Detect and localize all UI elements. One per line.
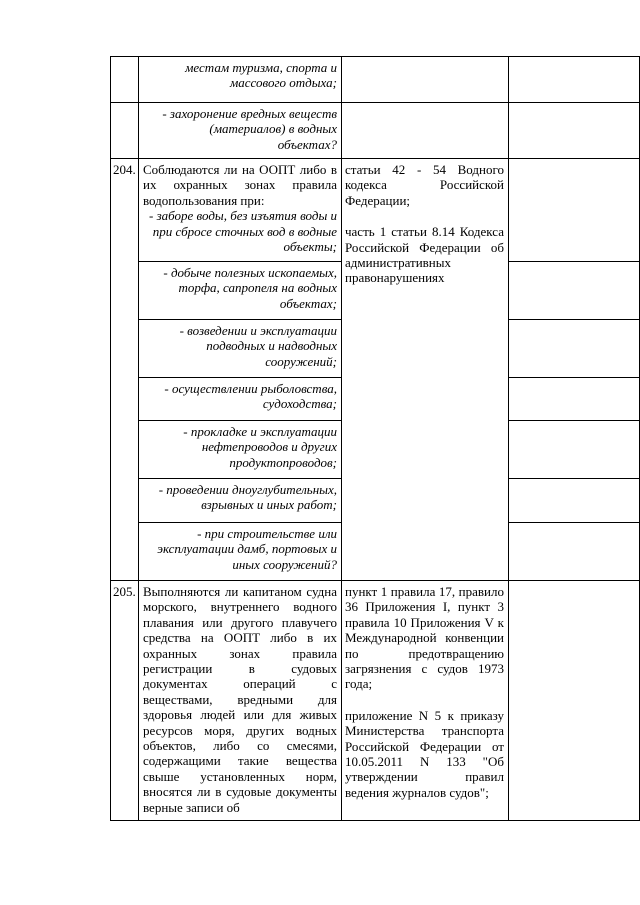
- sub-item-tourism: местам туризма, спорта и массового отдыха;: [139, 57, 342, 103]
- reference-cell: [342, 103, 509, 159]
- sub-item-mining: - добыче полезных ископаемых, торфа, сапропеля на водных объектах;: [139, 262, 342, 320]
- number-cell: [111, 57, 139, 103]
- table-row: [111, 159, 640, 262]
- sub-item-construction: - возведении и эксплуатации подводных и надводных сооружений;: [139, 320, 342, 378]
- answer-cell: [509, 57, 640, 103]
- answer-cell: [509, 581, 640, 821]
- answer-cell: [509, 103, 640, 159]
- row-number: 204.: [111, 159, 139, 581]
- answer-cell: [509, 523, 640, 581]
- answer-cell: [509, 320, 640, 378]
- checklist-table: [110, 56, 640, 821]
- reference-transport-order: приложение N 5 к приказу Министерства транспорта Российской Федерации от 10.05.2011 N 133 "Об утверждении правил ведения журналов судов";: [345, 707, 504, 800]
- sub-item-burial: - захоронение вредных веществ (материалов) в водных объектах?: [139, 103, 342, 159]
- reference-cell: [342, 57, 509, 103]
- question-cell: [139, 159, 342, 262]
- row-number: 205.: [111, 581, 139, 821]
- answer-cell: [509, 262, 640, 320]
- reference-cell: [342, 581, 509, 821]
- sub-item-water-intake: - заборе воды, без изъятия воды и при сбросе сточных вод в водные объекты;: [149, 208, 337, 255]
- question-text: Выполняются ли капитаном судна морского, внутреннего водного плавания или другого плавучего средства на ООПТ либо в их охранных зонах правила регистрации в судовых документах операций с веществами, вредными для здоровья людей или для живых ресурсов моря, других водных объектов, либо со смесями, содержащими такие вещества свыше установленных норм, вносятся ли в судовые документы верные записи об: [139, 581, 342, 821]
- reference-marpol: пункт 1 правила 17, правило 36 Приложения I, пункт 3 правила 10 Приложения V к Международной конвенции по предотвращению загрязнения с судов 1973 года;: [345, 584, 504, 692]
- reference-admin-code: часть 1 статьи 8.14 Кодекса Российской Федерации об административных правонарушениях: [345, 224, 504, 286]
- sub-item-dredging: - проведении дноуглубительных, взрывных и иных работ;: [139, 479, 342, 523]
- answer-cell: [509, 479, 640, 523]
- question-text: Соблюдаются ли на ООПТ либо в их охранных зонах правила водопользования при:: [143, 162, 337, 208]
- table-row: [111, 581, 640, 821]
- reference-cell: [342, 159, 509, 581]
- table-row: [111, 57, 640, 103]
- reference-water-code: статьи 42 - 54 Водного кодекса Российской Федерации;: [345, 162, 504, 208]
- table-row: [111, 103, 640, 159]
- answer-cell: [509, 378, 640, 421]
- sub-item-fishing: - осуществлении рыболовства, судоходства;: [139, 378, 342, 421]
- answer-cell: [509, 421, 640, 479]
- number-cell: [111, 103, 139, 159]
- sub-item-dams: - при строительстве или эксплуатации дамб, портовых и иных сооружений?: [139, 523, 342, 581]
- sub-item-pipelines: - прокладке и эксплуатации нефтепроводов и других продуктопроводов;: [139, 421, 342, 479]
- answer-cell: [509, 159, 640, 262]
